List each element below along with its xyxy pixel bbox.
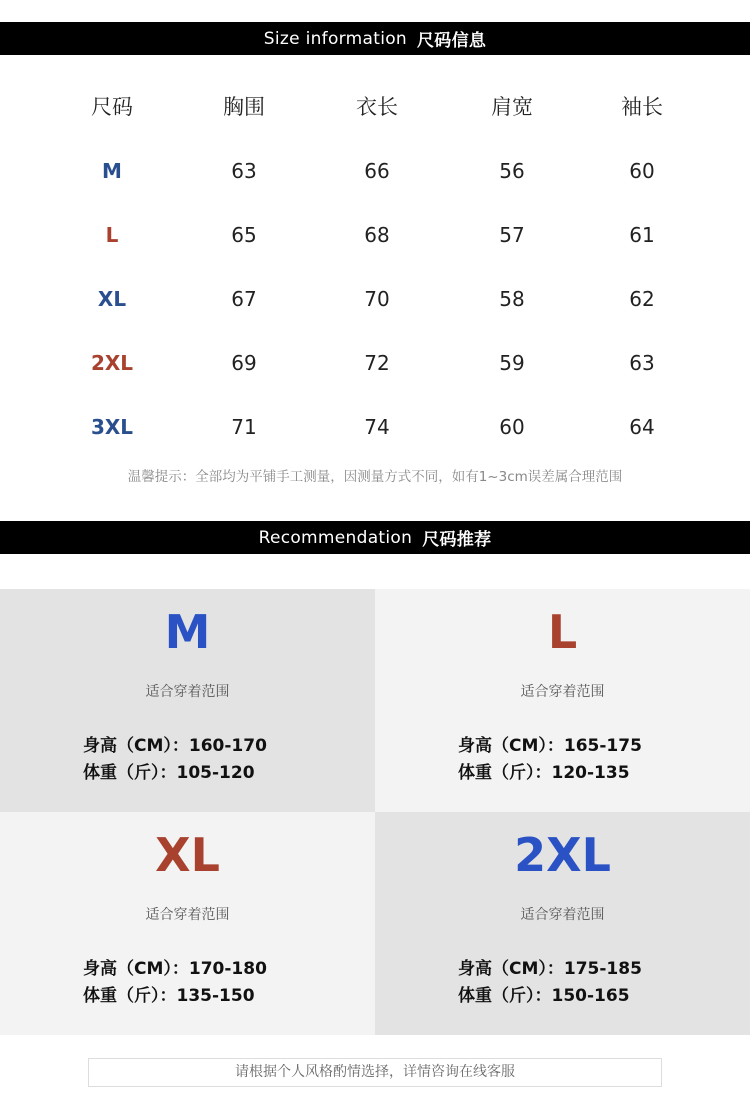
- size-info-header-bar: [0, 22, 750, 55]
- card-height-range: 身高（CM）：175-185: [458, 959, 642, 979]
- size-table-header: [0, 87, 750, 127]
- length-value: 72: [364, 351, 390, 375]
- measurement-note: 温馨提示：全部均为平铺手工测量，因测量方式不同，如有1~3cm误差属合理范围: [127, 469, 623, 485]
- card-fit-label: 适合穿着范围: [520, 684, 605, 700]
- card-height-range: 身高（CM）：170-180: [83, 959, 267, 979]
- recommendation-card-xl: [0, 812, 375, 1035]
- card-height-range: 身高（CM）：160-170: [83, 736, 267, 756]
- shoulder-value: 60: [499, 415, 525, 439]
- sleeve-value: 63: [629, 351, 655, 375]
- recommendation-card-m: [0, 589, 375, 812]
- recommendation-card-2xl: [375, 812, 750, 1035]
- shoulder-value: 57: [499, 223, 525, 247]
- size-info-title-cn: 尺码信息: [417, 31, 487, 51]
- size-label: XL: [97, 287, 127, 311]
- sleeve-value: 60: [629, 159, 655, 183]
- header-length: 衣长: [356, 95, 398, 119]
- card-size-label: XL: [155, 828, 220, 882]
- chest-value: 65: [231, 223, 257, 247]
- recommendation-title-cn: 尺码推荐: [422, 530, 492, 550]
- chest-value: 69: [231, 351, 257, 375]
- recommendation-title-en: Recommendation: [258, 527, 413, 548]
- table-row: [0, 151, 750, 191]
- sleeve-value: 64: [629, 415, 655, 439]
- chest-value: 71: [231, 415, 257, 439]
- footer-advice: 请根据个人风格酌情选择，详情咨询在线客服: [88, 1058, 662, 1087]
- size-label: 3XL: [90, 415, 134, 439]
- card-weight-range: 体重（斤）：135-150: [83, 986, 255, 1006]
- shoulder-value: 58: [499, 287, 525, 311]
- length-value: 68: [364, 223, 390, 247]
- size-label: 2XL: [90, 351, 134, 375]
- card-fit-label: 适合穿着范围: [145, 907, 230, 923]
- card-height-range: 身高（CM）：165-175: [458, 736, 642, 756]
- card-weight-range: 体重（斤）：105-120: [83, 763, 255, 783]
- sleeve-value: 61: [629, 223, 655, 247]
- size-label: M: [102, 159, 122, 183]
- card-fit-label: 适合穿着范围: [145, 684, 230, 700]
- chest-value: 63: [231, 159, 257, 183]
- recommendation-header-bar: [0, 521, 750, 554]
- shoulder-value: 56: [499, 159, 525, 183]
- card-fit-label: 适合穿着范围: [520, 907, 605, 923]
- table-row: [0, 343, 750, 383]
- size-info-title-en: Size information: [263, 28, 407, 49]
- table-row: [0, 407, 750, 447]
- card-weight-range: 体重（斤）：120-135: [458, 763, 630, 783]
- card-size-label: M: [164, 605, 211, 659]
- header-shoulder: 肩宽: [491, 95, 533, 119]
- length-value: 66: [364, 159, 390, 183]
- header-chest: 胸围: [223, 95, 265, 119]
- length-value: 70: [364, 287, 390, 311]
- recommendation-grid: [0, 589, 750, 1035]
- sleeve-value: 62: [629, 287, 655, 311]
- table-row: [0, 215, 750, 255]
- card-weight-range: 体重（斤）：150-165: [458, 986, 630, 1006]
- header-sleeve: 袖长: [621, 95, 663, 119]
- table-row: [0, 279, 750, 319]
- length-value: 74: [364, 415, 390, 439]
- card-size-label: 2XL: [514, 828, 611, 882]
- size-label: L: [105, 223, 119, 247]
- header-size: 尺码: [91, 95, 133, 119]
- shoulder-value: 59: [499, 351, 525, 375]
- chest-value: 67: [231, 287, 257, 311]
- recommendation-card-l: [375, 589, 750, 812]
- card-size-label: L: [547, 605, 578, 659]
